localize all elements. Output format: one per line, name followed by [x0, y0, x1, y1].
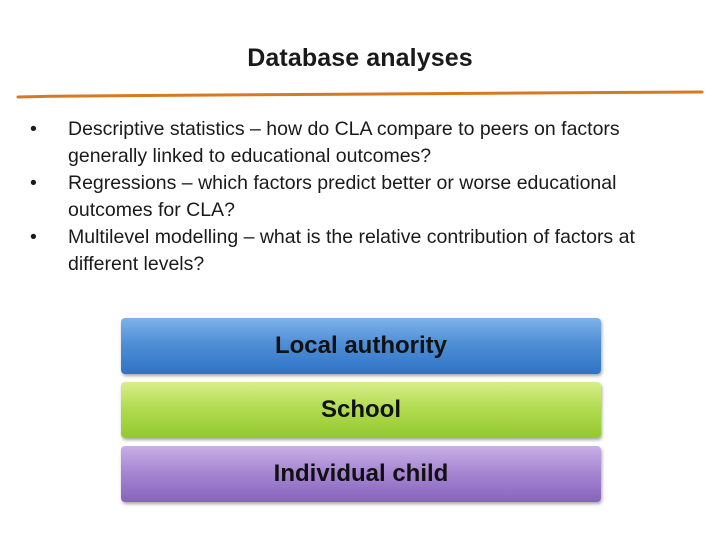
bullet-dot: • — [30, 118, 37, 140]
bullet-item — [26, 116, 686, 170]
level-local-authority — [121, 318, 601, 374]
bullet-text: Regressions – which factors predict better or worse educational outcomes for CLA? — [68, 172, 617, 221]
bullet-dot: • — [30, 172, 37, 194]
bullet-text: Descriptive statistics – how do CLA compare to peers on factors generally linked to educational outcomes? — [68, 118, 620, 167]
title-underline — [0, 88, 720, 100]
bullet-item — [26, 224, 686, 278]
level-individual-child — [121, 446, 601, 502]
level-label: Individual child — [273, 460, 449, 487]
level-label: Local authority — [274, 332, 448, 359]
levels-diagram — [121, 318, 601, 510]
bullet-item — [26, 170, 686, 224]
bullet-dot: • — [30, 226, 37, 248]
slide-title: Database analyses — [247, 44, 473, 72]
bullet-text: Multilevel modelling – what is the relative contribution of factors at different levels? — [68, 226, 635, 275]
bullet-list — [26, 116, 686, 278]
level-label: School — [320, 396, 401, 423]
level-school — [121, 382, 601, 438]
